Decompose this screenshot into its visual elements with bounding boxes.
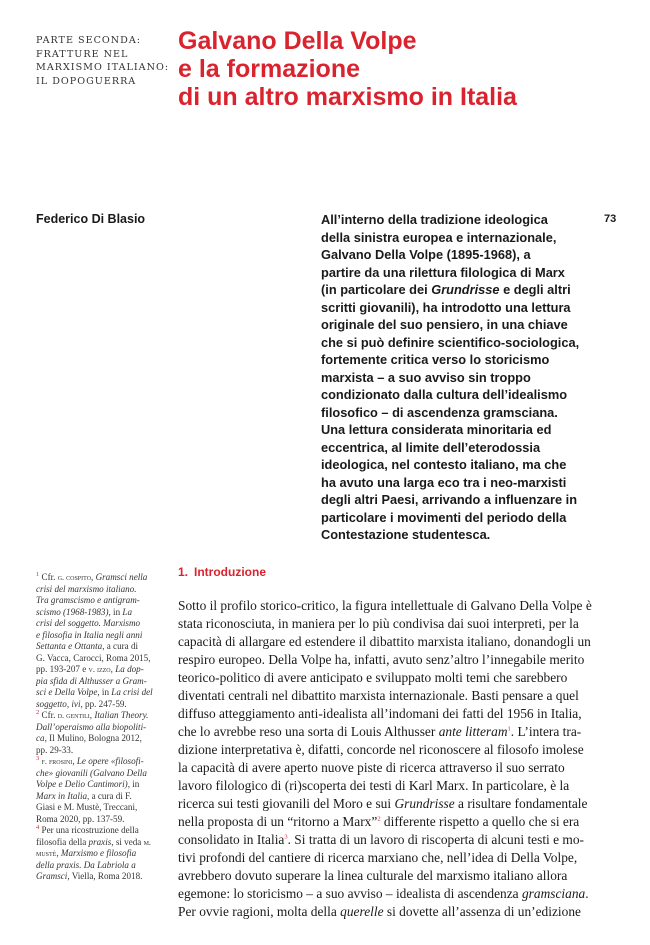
text-run: nella proposta di un “ritorno a Marx”	[178, 814, 378, 829]
abstract-line: partire da una rilettura filologica di Marx	[321, 264, 565, 280]
footnote-line	[36, 871, 171, 883]
text-run: ,	[72, 756, 77, 766]
italic-text: crisi del marxismo italiano.	[36, 583, 137, 594]
footnote-line	[36, 641, 171, 653]
footnote-line	[36, 814, 171, 826]
text-run: , pp. 247-59.	[80, 698, 127, 709]
abstract-line: All’interno della tradizione ideologica	[321, 212, 548, 227]
text-run: egemone: lo storicismo – a suo avviso – idealista di ascendenza	[178, 886, 522, 901]
text-run: ,	[91, 572, 96, 582]
italic-text: ca	[36, 733, 45, 743]
footnote-line	[36, 745, 171, 757]
body-line	[178, 885, 618, 903]
abstract-line: che si può definire scientifico-sociologica,	[321, 334, 580, 350]
abstract-text: e degli altri	[499, 282, 571, 297]
italic-text: Gramsci nella	[95, 572, 148, 582]
text-run: pp. 193-207 e	[36, 664, 89, 674]
article-title	[178, 27, 618, 111]
text-run: , si veda	[111, 836, 144, 847]
text-run: , Il Mulino, Bologna 2012,	[44, 733, 142, 743]
italic-text: pia sfida di Althusser a Gram-	[36, 675, 147, 686]
text-run: Per una ricostruzione della	[39, 825, 139, 835]
title-line: e la formazione	[178, 55, 360, 83]
text-run: differente rispetto a quello che si era	[380, 814, 580, 829]
italic-text: Volpe e Delio Cantimori)	[36, 779, 128, 789]
body-text	[178, 597, 618, 921]
text-run: ,	[89, 710, 95, 720]
text-run: Per ovvie ragioni, molta della	[178, 904, 341, 919]
abstract-line: scritti giovanili), ha introdotto una lettura	[321, 299, 571, 315]
italic-text: ante litteram	[438, 724, 508, 739]
author-small-caps: f. frosini	[41, 757, 73, 766]
text-run: respiro europeo. Della Volpe ha, infatti, avuto senz’altro l’innegabile merito	[178, 652, 585, 667]
abstract-line: originale del suo pensiero, in una chiave	[321, 317, 568, 332]
italic-text: La dop-	[115, 664, 144, 674]
text-run: , Viella, Roma 2018.	[67, 871, 143, 881]
author-small-caps: g. cospito	[57, 573, 92, 582]
abstract-text: (in particolare dei	[321, 282, 432, 297]
body-line	[178, 633, 618, 651]
footnote-marker: 2	[377, 815, 381, 823]
italic-text: La	[122, 606, 133, 617]
author-name: Federico Di Blasio	[36, 212, 146, 226]
text-run: Sotto il profilo storico-critico, la figura intellettuale di Galvano Della Volpe è	[178, 598, 592, 613]
text-run: lavoro filologico di (ri)scoperta dei testi di Karl Marx. In particolare, è la	[178, 778, 570, 793]
italic-text: della praxis. Da Labriola a	[36, 859, 136, 870]
author-small-caps: mustè	[36, 849, 57, 858]
footnote-line	[36, 676, 171, 688]
footnote-line	[36, 722, 171, 734]
italic-text: soggetto	[36, 698, 67, 709]
abstract-line: della sinistra europea e internazionale,	[321, 229, 557, 245]
text-run: avrebbero dovuto superare la linea culturale del marxismo italiano allora	[178, 868, 568, 883]
footnote-line	[36, 802, 171, 814]
italic-text: ivi	[71, 698, 81, 709]
body-line	[178, 795, 618, 813]
footnote-line	[36, 733, 171, 745]
page-number: 73	[604, 213, 617, 225]
section-title: Introduzione	[194, 565, 267, 579]
italic-text: e filosofia in Italia negli anni	[36, 629, 143, 640]
text-run: si dovette all’assenza di un’edizione	[383, 904, 581, 919]
abstract-line: degli altri Paesi, arrivando a influenzare in	[321, 492, 578, 507]
body-line	[178, 705, 618, 723]
section-label-line: FRATTURE NEL	[36, 48, 129, 60]
italic-text: praxis	[88, 836, 112, 847]
text-run: ,	[66, 698, 72, 709]
footnote-line	[36, 607, 171, 619]
title-line: di un altro marxismo in Italia	[178, 83, 517, 111]
italic-text: Italian Theory.	[94, 710, 149, 720]
title-line: Galvano Della Volpe	[178, 27, 417, 55]
body-line	[178, 759, 618, 777]
text-run: tivi profondi del cantiere di ricerca marxiano che, nell’idea di Della Volpe,	[178, 850, 578, 865]
italic-text: gramsciana	[521, 886, 586, 901]
footnote-line	[36, 584, 171, 596]
footnote-line	[36, 710, 171, 722]
footnote-line	[36, 595, 171, 607]
italic-text: Le opere «filosofi-	[76, 756, 144, 766]
body-line	[178, 903, 618, 921]
text-run: , in	[108, 606, 123, 617]
abstract-line	[321, 281, 611, 299]
abstract	[321, 211, 611, 544]
italic-text: scismo (1968-1983)	[36, 606, 109, 617]
footnote-line	[36, 687, 171, 699]
text-run: capacità di allargare ed estendere il dibattito marxista italiano, donandogli un	[178, 634, 591, 649]
footnote-line	[36, 653, 171, 665]
text-run: G. Vacca, Carocci, Roma 2015,	[36, 652, 151, 663]
abstract-line: Contestazione studentesca.	[321, 527, 491, 542]
author-small-caps: v. izzo	[88, 665, 111, 674]
text-run: dizione interpretativa è, difatti, concorde nel riconoscere al filosofo imolese	[178, 742, 584, 757]
italic-text: Gramsci	[36, 871, 68, 881]
text-run: ricerca sui testi giovanili del Moro e sui	[178, 796, 395, 811]
body-line	[178, 741, 618, 759]
text-run: Roma 2020, pp. 137-59.	[36, 813, 125, 824]
text-run: . L’intera tra-	[510, 724, 582, 739]
text-run: .	[585, 886, 589, 901]
footnotes	[36, 572, 171, 883]
body-line	[178, 597, 618, 615]
footnote-marker: 1	[36, 570, 40, 578]
body-line	[178, 831, 618, 849]
text-run: , a cura di	[102, 641, 139, 651]
footnote-marker: 3	[36, 754, 40, 762]
footnote-line	[36, 664, 171, 676]
text-run: stata riconosciuta, in maniera per lo più condivisa dai suoi interpreti, per la	[178, 616, 579, 631]
section-label-line: PARTE SECONDA:	[36, 35, 142, 46]
text-run: pp. 29-33.	[36, 744, 74, 755]
body-line	[178, 849, 618, 867]
body-line	[178, 669, 618, 687]
section-label	[36, 34, 176, 88]
section-label-line: MARXISMO ITALIANO:	[36, 62, 170, 73]
italic-text: querelle	[340, 904, 384, 919]
footnote-marker: 3	[284, 833, 288, 841]
footnote-line	[36, 768, 171, 780]
text-run: ,	[56, 848, 61, 858]
italic-text: La crisi del	[111, 687, 153, 697]
abstract-line: Una lettura considerata minoritaria ed	[321, 422, 552, 437]
footnote-line	[36, 630, 171, 642]
abstract-line: marxista – a suo avviso sin troppo	[321, 369, 531, 385]
footnote-marker: 1	[507, 725, 511, 733]
abstract-line: Galvano Della Volpe (1895-1968), a	[321, 247, 531, 262]
author-small-caps: m.	[143, 837, 151, 847]
text-run: che lo avrebbe reso una sorta di Louis Althusser	[178, 724, 439, 739]
body-line	[178, 867, 618, 885]
footnote-marker: 2	[36, 708, 40, 716]
section-label-line: IL DOPOGUERRA	[36, 75, 137, 87]
abstract-line: eccentrica, al limite dell’eterodossia	[321, 439, 541, 455]
abstract-line: condizionato dalla cultura dell’idealismo	[321, 387, 568, 402]
footnote-line	[36, 618, 171, 630]
italic-text: Settanta e Ottanta	[36, 641, 103, 651]
italic-text: Grundrisse	[394, 796, 455, 811]
footnote-line	[36, 848, 171, 860]
footnote-marker: 4	[36, 823, 40, 831]
body-line	[178, 777, 618, 795]
text-run: . Si tratta di un lavoro di riscoperta di alcuni testi e mo-	[287, 832, 584, 847]
text-run: consolidato in Italia	[178, 832, 285, 847]
text-run: , in	[127, 779, 140, 789]
abstract-line: ha avuto una larga eco tra i neo-marxisti	[321, 474, 567, 490]
text-run: diffuso atteggiamento anti-idealista all’indomani dei fatti del 1956 in Italia,	[178, 706, 582, 721]
footnote-line	[36, 791, 171, 803]
italic-text: che» giovanili (Galvano Della	[36, 767, 147, 778]
text-run: teorico-politico di avere anticipato e sviluppato molti temi che sarebbero	[178, 670, 568, 685]
abstract-line: fortemente critica verso lo storicismo	[321, 352, 550, 367]
body-line	[178, 813, 618, 831]
footnote-line	[36, 572, 171, 584]
footnote-line	[36, 699, 171, 711]
italic-text: Marxismo e filosofia	[60, 848, 137, 858]
text-run: Cfr.	[39, 572, 58, 582]
text-run: a risultare fondamentale	[454, 796, 588, 811]
text-run: ,	[110, 664, 116, 674]
section-heading	[178, 565, 266, 579]
footnote-line	[36, 779, 171, 791]
abstract-line: ideologica, nel contesto italiano, ma che	[321, 457, 567, 472]
author-small-caps: d. gentili	[57, 711, 90, 720]
body-line	[178, 723, 618, 741]
footnote-line	[36, 825, 171, 837]
text-run: , in	[97, 687, 112, 697]
italic-text: crisi del soggetto. Marxismo	[36, 618, 141, 628]
section-number: 1.	[178, 565, 189, 579]
text-run: diventati centrali nel dibattito marxista internazionale. Basti pensare a quel	[178, 688, 579, 703]
text-run: Giasi e M. Mustè, Treccani,	[36, 802, 138, 812]
body-line	[178, 651, 618, 669]
italic-text: sci e Della Volpe	[36, 687, 98, 697]
abstract-line: particolare i movimenti del periodo della	[321, 509, 567, 525]
abstract-italic-text: Grundrisse	[431, 282, 500, 297]
text-run: filosofia della	[36, 836, 89, 847]
italic-text: Marx in Italia	[36, 790, 88, 801]
text-run: , a cura di F.	[87, 790, 132, 801]
italic-text: Tra gramscismo e antigram-	[36, 595, 140, 605]
body-line	[178, 687, 618, 705]
abstract-line: filosofico – di ascendenza gramsciana.	[321, 404, 558, 420]
italic-text: Dall’operaismo alla biopoliti-	[36, 721, 147, 732]
footnote-line	[36, 756, 171, 768]
text-run: la capacità di avere aperto nuove piste di ricerca attraverso il suo serrato	[178, 760, 565, 775]
text-run: Cfr.	[39, 710, 58, 720]
body-line	[178, 615, 618, 633]
footnote-line	[36, 860, 171, 872]
footnote-line	[36, 837, 171, 849]
